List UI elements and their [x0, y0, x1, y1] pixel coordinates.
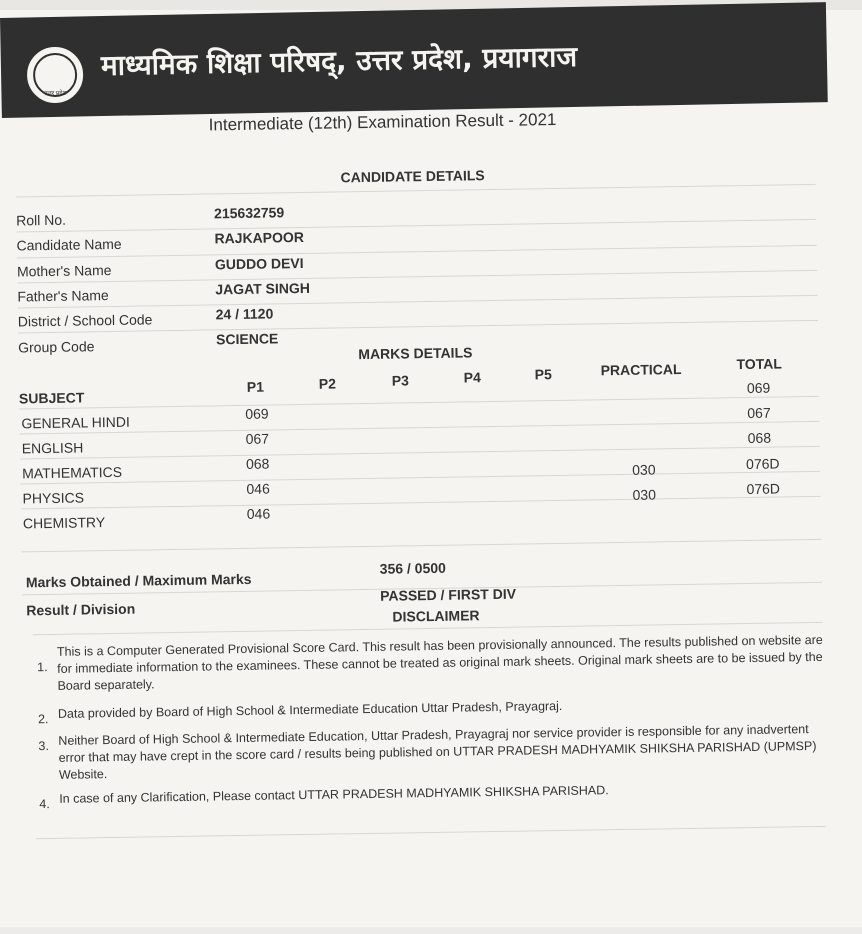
total-mark: 069 [746, 379, 771, 397]
exam-title: Intermediate (12th) Examination Result - 2021 [208, 109, 557, 135]
disclaimer-number: 2. [37, 712, 49, 727]
header-p5: P5 [534, 366, 552, 383]
header-p3: P3 [391, 372, 409, 389]
disclaimer-number: 4. [39, 797, 50, 812]
disclaimer-item: Neither Board of High School & Intermediate Education, Uttar Pradesh, Prayagraj nor service provider is responsible for any inadvertent error that may have crept in the score card / results being published on UTTAR PRADESH MADHYAMIK SHIKSHA PARISHAD (UPMSP) Website. [58, 722, 817, 782]
roll-no-label: Roll No. [16, 211, 67, 229]
disclaimer-item: Data provided by Board of High School & Intermediate Education Uttar Pradesh, Prayagraj. [57, 698, 563, 721]
subject-name: CHEMISTRY [22, 514, 106, 532]
result-value: PASSED / FIRST DIV [380, 585, 517, 604]
divider [21, 539, 821, 553]
total-mark: 067 [747, 404, 771, 422]
p1-mark: 068 [245, 455, 270, 472]
disclaimer-title: DISCLAIMER [392, 607, 480, 625]
divider [20, 471, 820, 485]
header-p1: P1 [246, 378, 265, 395]
header-p4: P4 [463, 369, 481, 386]
divider [18, 295, 818, 309]
divider [19, 396, 819, 410]
divider [16, 184, 816, 198]
divider [17, 270, 817, 284]
subject-name: PHYSICS [22, 489, 85, 507]
roll-no-value: 215632759 [213, 204, 285, 222]
candidate-name-value: RAJKAPOOR [214, 228, 305, 247]
divider [16, 219, 816, 233]
divider [36, 826, 826, 839]
group-code-label: Group Code [18, 338, 95, 356]
district-school-value: 24 / 1120 [215, 305, 274, 323]
divider [20, 421, 820, 435]
candidate-name-label: Candidate Name [16, 235, 122, 254]
emblem-text: उत्तर प्रदेश [44, 90, 67, 98]
board-title: माध्यमिक शिक्षा परिषद्, उत्तर प्रदेश, प्रयागराज [100, 39, 578, 83]
total-mark: 076D [746, 480, 781, 498]
father-name-label: Father's Name [17, 287, 109, 305]
disclaimer-item: In case of any Clarification, Please contact UTTAR PRADESH MADHYAMIK SHIKSHA PARISHAD. [59, 783, 609, 806]
total-mark: 076D [745, 455, 780, 473]
divider [20, 446, 820, 460]
header-total: TOTAL [736, 355, 783, 373]
p1-mark: 069 [245, 405, 269, 422]
header-p2: P2 [318, 375, 337, 392]
disclaimer-number: 1. [37, 660, 48, 675]
divider [17, 245, 817, 259]
subject-name: MATHEMATICS [22, 463, 123, 482]
marks-obtained-value: 356 / 0500 [379, 559, 446, 577]
marks-obtained-label: Marks Obtained / Maximum Marks [25, 570, 252, 591]
practical-mark: 030 [632, 486, 657, 503]
mother-name-label: Mother's Name [16, 261, 112, 280]
result-label: Result / Division [26, 600, 136, 619]
practical-mark: 030 [632, 461, 656, 478]
p1-mark: 046 [246, 505, 271, 522]
disclaimer-item: This is a Computer Generated Provisional Score Card. This result has been provisionally announced. The results published on website are for immediate information to the examinees. These cannot be treated as original mark sheets. Original mark sheets are to be issued by the Board separately. [56, 632, 823, 693]
header-practical: PRACTICAL [600, 361, 682, 379]
group-code-value: SCIENCE [215, 330, 279, 348]
father-name-value: JAGAT SINGH [215, 279, 311, 298]
marks-section-title: MARKS DETAILS [358, 344, 473, 363]
total-mark: 068 [747, 429, 772, 447]
district-school-label: District / School Code [17, 311, 153, 330]
divider [21, 496, 821, 510]
disclaimer-number: 3. [38, 739, 49, 754]
candidate-section-title: CANDIDATE DETAILS [340, 167, 485, 186]
subject-name: GENERAL HINDI [21, 413, 130, 432]
p1-mark: 067 [245, 430, 270, 447]
p1-mark: 046 [246, 480, 270, 497]
header-subject: SUBJECT [18, 389, 85, 407]
mother-name-value: GUDDO DEVI [214, 254, 304, 273]
subject-name: ENGLISH [21, 439, 84, 457]
